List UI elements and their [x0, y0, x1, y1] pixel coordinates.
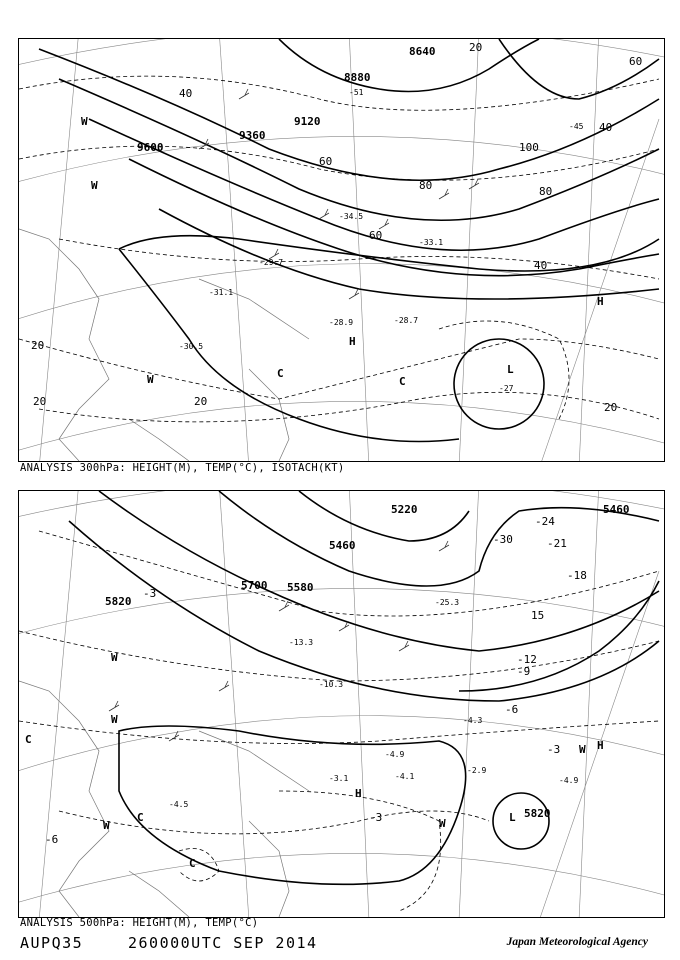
isotach-label: 40 — [599, 121, 613, 134]
temp-label: -31.1 — [209, 288, 234, 297]
coastline — [19, 681, 309, 917]
temp-label: -27 — [499, 384, 514, 393]
isotach-label: 60 — [369, 229, 383, 242]
height-label: 5460 — [603, 503, 630, 516]
caption-500hpa: ANALYSIS 500hPa: HEIGHT(M), TEMP(°C) — [20, 917, 259, 929]
isotach-label: 40 — [179, 87, 193, 100]
low-marker: L — [507, 363, 514, 376]
agency-name: Japan Meteorological Agency — [506, 936, 648, 948]
warm-marker: W — [91, 179, 98, 192]
warm-marker: W — [147, 373, 154, 386]
isotherm-label: -9 — [517, 665, 531, 678]
isotach-label: 20 — [469, 41, 483, 54]
cold-marker: C — [277, 367, 284, 380]
station-value: -4.5 — [169, 800, 189, 809]
isotach-label: 60 — [629, 55, 643, 68]
high-marker: H — [597, 295, 604, 308]
station-value: -2.9 — [467, 766, 487, 775]
height-label: 9120 — [294, 115, 321, 128]
height-label: 5820 — [105, 595, 132, 608]
isotherm-label: -6 — [505, 703, 519, 716]
isotherm-label: -3 — [369, 811, 383, 824]
temp-label: -33.1 — [419, 238, 444, 247]
height-label: 8880 — [344, 71, 371, 84]
pressure-systems — [25, 651, 604, 870]
isotherm-label: -30 — [493, 533, 513, 546]
isotach-label: 100 — [519, 141, 539, 154]
height-label: 5220 — [391, 503, 418, 516]
isotherm-label: -3 — [547, 743, 561, 756]
wind-barbs — [199, 89, 479, 299]
warm-marker: W — [111, 713, 118, 726]
station-value: -25.3 — [435, 598, 460, 607]
isotach-label: 80 — [539, 185, 553, 198]
caption-300hpa: ANALYSIS 300hPa: HEIGHT(M), TEMP(°C), ISOTACH(KT) — [20, 462, 345, 474]
station-value: -10.3 — [319, 680, 344, 689]
isotherm-label: -18 — [567, 569, 587, 582]
isotach-label: 20 — [604, 401, 618, 414]
isotach-labels — [31, 41, 642, 414]
temp-label: -28.7 — [394, 316, 419, 325]
map-panel-500hpa — [18, 490, 665, 918]
map-500hpa-canvas — [19, 491, 664, 917]
isotach-label: 40 — [534, 259, 548, 272]
isotherm-label: -6 — [45, 833, 59, 846]
low-marker: L — [509, 811, 516, 824]
height-label: 5460 — [329, 539, 356, 552]
height-contours — [69, 491, 659, 884]
isotherm-label: -12 — [517, 653, 537, 666]
station-value: -4.3 — [463, 716, 483, 725]
wind-barbs — [109, 541, 449, 741]
height-labels — [105, 503, 630, 820]
warm-marker: W — [579, 743, 586, 756]
cold-marker: C — [189, 857, 196, 870]
warm-marker: W — [103, 819, 110, 832]
temp-label: -28.9 — [329, 318, 354, 327]
isotach-label: 80 — [419, 179, 433, 192]
height-label: 5820 — [524, 807, 551, 820]
temp-label: -45 — [569, 122, 584, 131]
cold-marker: C — [399, 375, 406, 388]
cold-marker: C — [137, 811, 144, 824]
graticule — [19, 491, 664, 917]
station-value: -4.9 — [559, 776, 579, 785]
isotach-label: 20 — [31, 339, 45, 352]
isotherm-label: 15 — [531, 609, 545, 622]
high-marker: H — [355, 787, 362, 800]
valid-time: 260000UTC SEP 2014 — [128, 934, 318, 952]
station-value: -3.1 — [329, 774, 349, 783]
chart-id: AUPQ35 — [20, 934, 84, 952]
warm-marker: W — [439, 817, 446, 830]
isotherm-label: -21 — [547, 537, 567, 550]
isotach-label: 20 — [194, 395, 208, 408]
high-marker: H — [349, 335, 356, 348]
high-marker: H — [597, 739, 604, 752]
temp-label: -34.5 — [339, 212, 364, 221]
station-value: -13.3 — [289, 638, 314, 647]
height-label: 5700 — [241, 579, 268, 592]
isotach-label: 20 — [33, 395, 47, 408]
isotach-label: 60 — [319, 155, 333, 168]
isotherm-labels — [45, 515, 587, 846]
height-label: 9360 — [239, 129, 266, 142]
temp-label: -30.5 — [179, 342, 204, 351]
cold-marker: C — [25, 733, 32, 746]
temp-label: -51 — [349, 88, 364, 97]
isotherm-label: -24 — [535, 515, 555, 528]
warm-marker: W — [111, 651, 118, 664]
height-label: 9600 — [137, 141, 164, 154]
height-label: 5580 — [287, 581, 314, 594]
height-label: 8640 — [409, 45, 436, 58]
station-value: -4.1 — [395, 772, 415, 781]
station-value: -4.9 — [385, 750, 405, 759]
temp-label: -29.7 — [259, 258, 284, 267]
map-300hpa-canvas — [19, 39, 664, 461]
map-panel-300hpa — [18, 38, 665, 462]
warm-marker: W — [81, 115, 88, 128]
isotherm-label: -3 — [143, 587, 157, 600]
